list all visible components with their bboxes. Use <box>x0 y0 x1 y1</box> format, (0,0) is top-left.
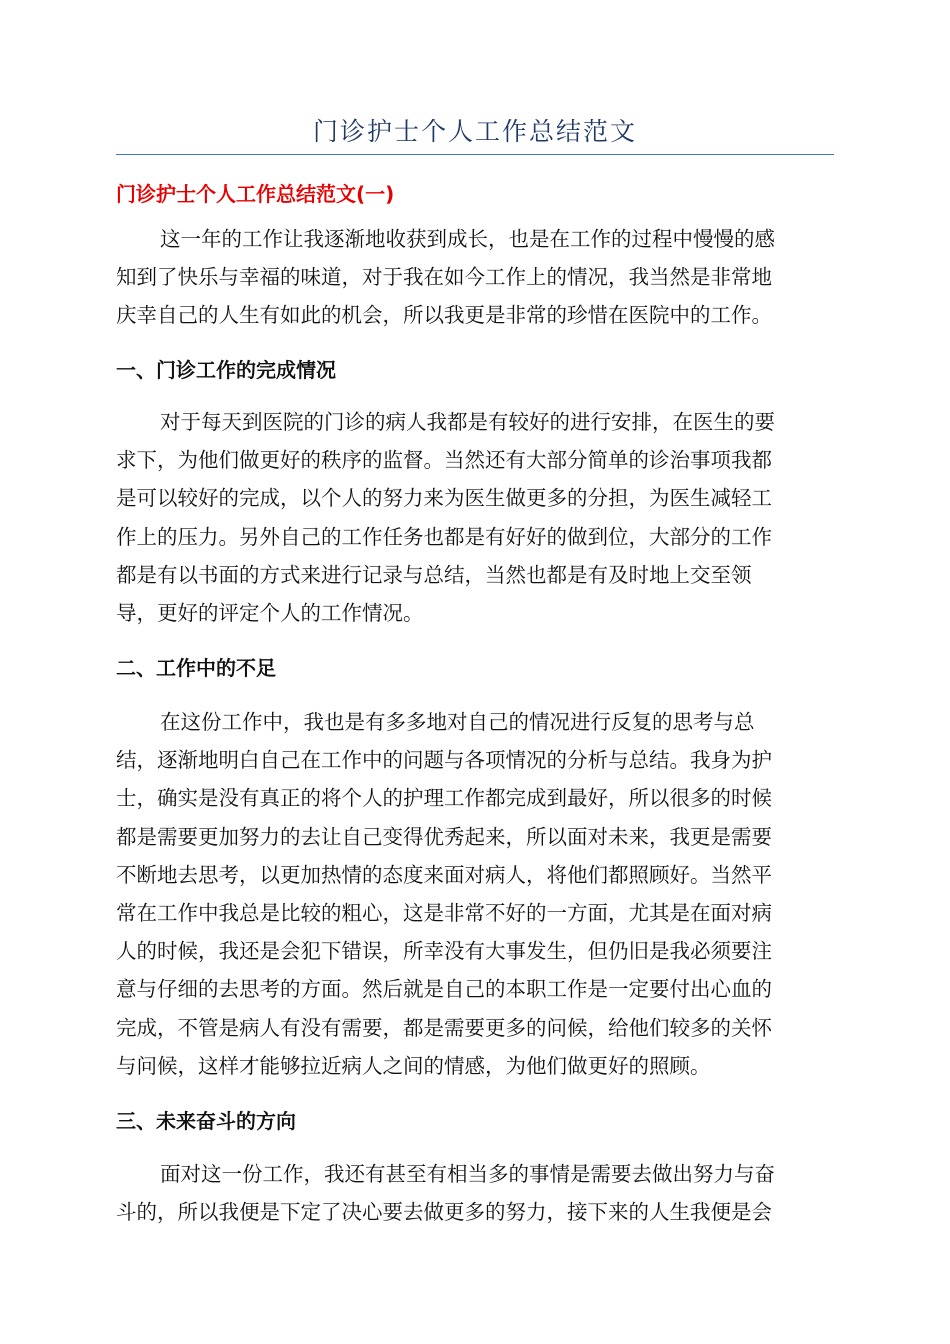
paragraph-line: 对于每天到医院的门诊的病人我都是有较好的进行安排，在医生的要 <box>160 410 775 434</box>
paragraph-line: 士，确实是没有真正的将个人的护理工作都完成到最好，所以很多的时候 <box>116 786 772 811</box>
paragraph-line: 斗的，所以我便是下定了决心要去做更多的努力，接下来的人生我便是会 <box>116 1200 772 1225</box>
paragraph-line: 作上的压力。另外自己的工作任务也都是有好好的做到位，大部分的工作 <box>116 524 772 549</box>
paragraph-3 <box>116 703 834 1085</box>
paragraph-line: 在这份工作中，我也是有多多地对自己的情况进行反复的思考与总 <box>160 710 755 734</box>
heading-3: 三、未来奋斗的方向 <box>116 1109 296 1133</box>
paragraph-line: 都是有以书面的方式来进行记录与总结，当然也都是有及时地上交至领 <box>116 562 752 587</box>
paragraph-line: 不断地去思考，以更加热情的态度来面对病人，将他们都照顾好。当然平 <box>116 862 772 887</box>
document-title: 门诊护士个人工作总结范文 <box>312 117 637 146</box>
paragraph-line: 是可以较好的完成，以个人的努力来为医生做更多的分担，为医生减轻工 <box>116 486 772 511</box>
paragraph-line: 面对这一份工作，我还有甚至有相当多的事情是需要去做出努力与奋 <box>160 1162 775 1186</box>
paragraph-line: 都是需要更加努力的去让自己变得优秀起来，所以面对未来，我更是需要 <box>116 824 772 849</box>
paragraph-line: 这一年的工作让我逐渐地收获到成长，也是在工作的过程中慢慢的感 <box>160 227 775 251</box>
paragraph-2 <box>116 403 834 632</box>
heading-1: 一、门诊工作的完成情况 <box>116 358 336 382</box>
paragraph-line: 导，更好的评定个人的工作情况。 <box>116 601 424 626</box>
paragraph-4 <box>116 1155 834 1231</box>
heading-2: 二、工作中的不足 <box>116 656 276 680</box>
paragraph-line: 知到了快乐与幸福的味道，对于我在如今工作上的情况，我当然是非常地 <box>116 265 772 290</box>
paragraph-line: 与问候，这样才能够拉近病人之间的情感，为他们做更好的照顾。 <box>116 1053 711 1078</box>
paragraph-line: 庆幸自己的人生有如此的机会，所以我更是非常的珍惜在医院中的工作。 <box>116 303 772 328</box>
paragraph-line: 意与仔细的去思考的方面。然后就是自己的本职工作是一定要付出心血的 <box>116 977 772 1002</box>
paragraph-line: 常在工作中我总是比较的粗心，这是非常不好的一方面，尤其是在面对病 <box>116 901 772 926</box>
paragraph-line: 求下，为他们做更好的秩序的监督。当然还有大部分简单的诊治事项我都 <box>116 448 772 473</box>
title-underline <box>116 154 834 155</box>
paragraph-line: 完成，不管是病人有没有需要，都是需要更多的问候，给他们较多的关怀 <box>116 1015 772 1040</box>
paragraph-line: 人的时候，我还是会犯下错误，所幸没有大事发生，但仍旧是我必须要注 <box>116 939 772 964</box>
section-heading: 门诊护士个人工作总结范文(一) <box>116 182 395 206</box>
paragraph-line: 结，逐渐地明白自己在工作中的问题与各项情况的分析与总结。我身为护 <box>116 748 772 773</box>
paragraph-1 <box>116 220 834 335</box>
